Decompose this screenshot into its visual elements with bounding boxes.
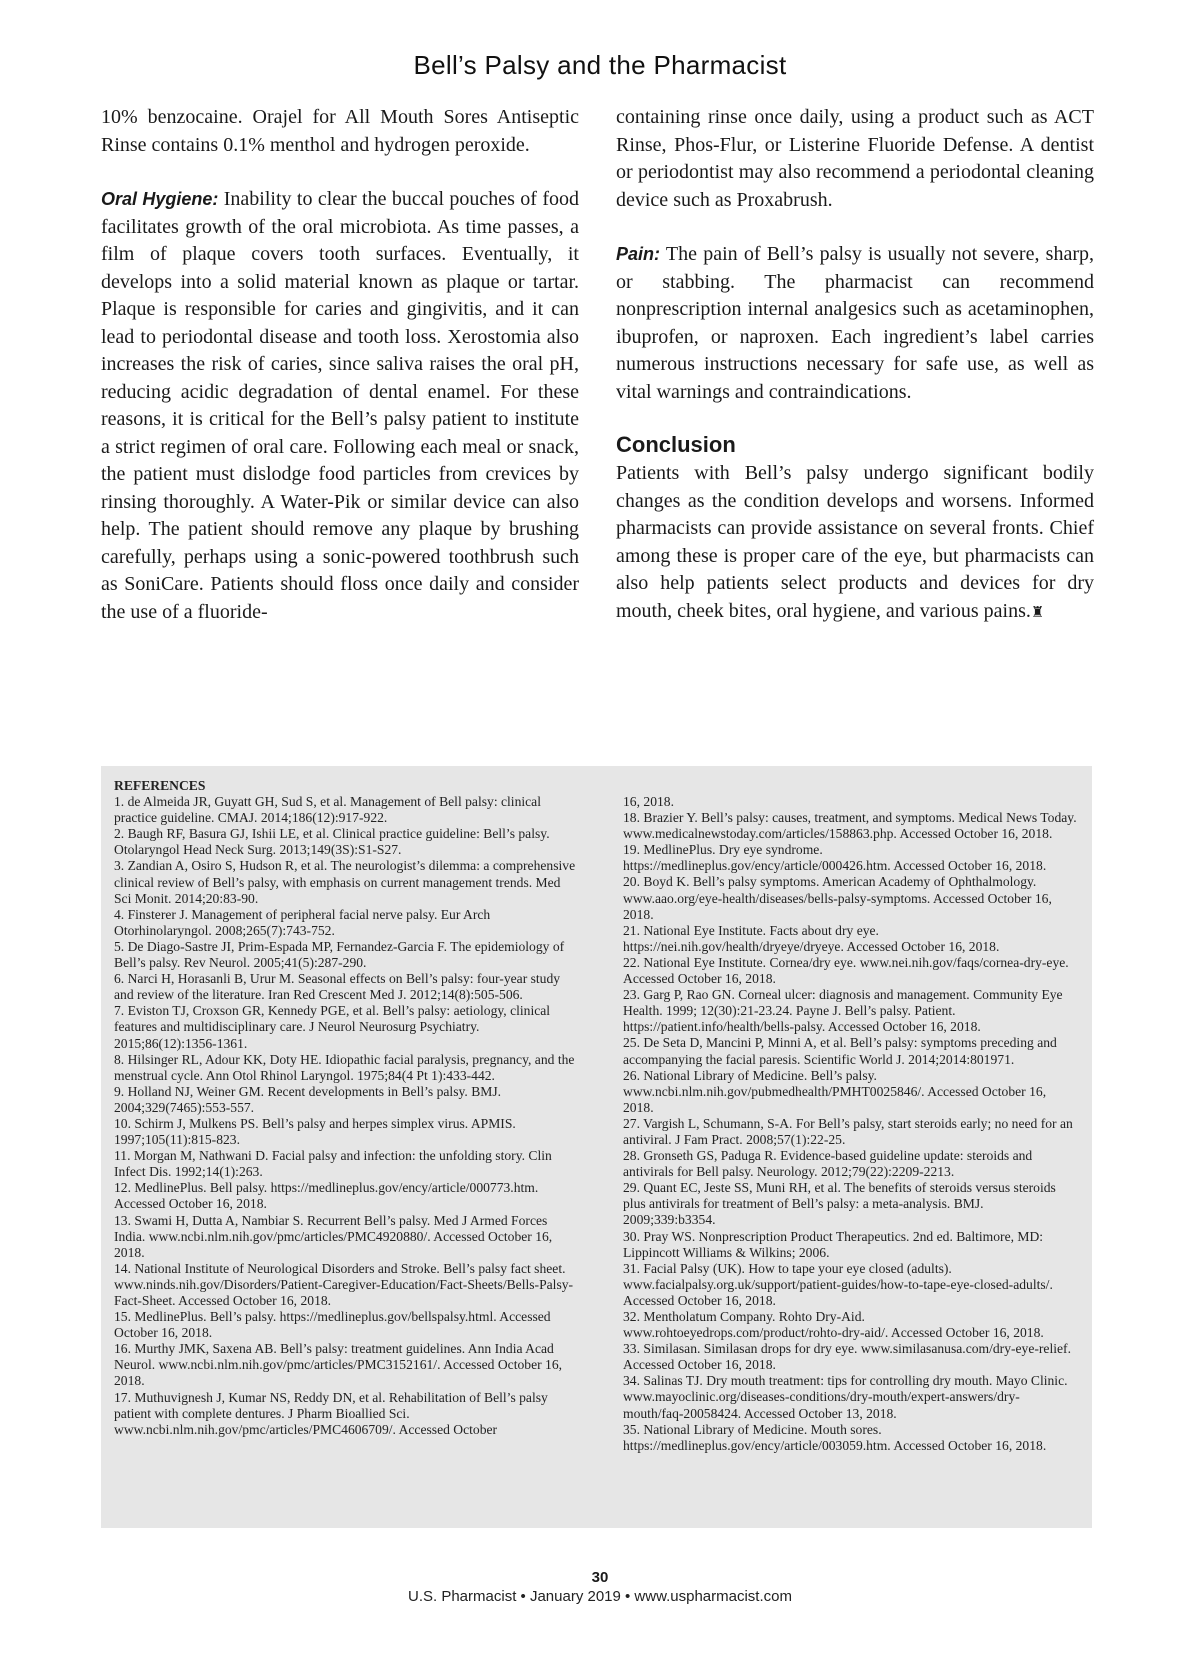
reference-item: 23. Garg P, Rao GN. Corneal ulcer: diagnosis and management. Community Eye Health. 1999; 12(30):21-23.24. Payne J. Bell’s palsy. Patient. https://patient.info/health/bells-palsy. Accessed October 16, 2018. [623, 987, 1063, 1035]
reference-item: 21. National Eye Institute. Facts about dry eye. https://nei.nih.gov/health/dryeye/dryeye. Accessed October 16, 2018. [623, 922, 1000, 954]
references-right-column [623, 778, 1078, 1454]
reference-item: 9. Holland NJ, Weiner GM. Recent developments in Bell’s palsy. BMJ. 2004;329(7465):553-557. [114, 1083, 502, 1115]
reference-item: 5. De Diago-Sastre JI, Prim-Espada MP, Fernandez-Garcia F. The epidemiology of Bell’s palsy. Rev Neurol. 2005;41(5):287-290. [114, 938, 565, 971]
page-number: 30 [591, 1569, 609, 1586]
reference-item: 22. National Eye Institute. Cornea/dry eye. www.nei.nih.gov/faqs/cornea-dry-eye. Accessed October 16, 2018. [623, 954, 1069, 987]
reference-item: 31. Facial Palsy (UK). How to tape your eye closed (adults). www.facialpalsy.org.uk/support/patient-guides/how-to-tape-eye-closed-adults/. Accessed October 16, 2018. [623, 1260, 1053, 1308]
references-heading: REFERENCES [114, 778, 206, 793]
reference-item: 6. Narci H, Horasanli B, Urur M. Seasonal effects on Bell’s palsy: four-year study and review of the literature. Iran Red Crescent Med J. 2012;14(8):505-506. [114, 971, 561, 1003]
reference-item: 17. Muthuvignesh J, Kumar NS, Reddy DN, et al. Rehabilitation of Bell’s palsy patient with complete dentures. J Pharm Bioallied Sci. www.ncbi.nlm.nih.gov/pmc/articles/PMC4606709/. Accessed October [114, 1389, 548, 1437]
reference-item: 20. Boyd K. Bell’s palsy symptoms. American Academy of Ophthalmology. www.aao.org/eye-health/diseases/bells-palsy-symptoms. Accessed October 16, 2018. [623, 874, 1052, 922]
reference-item: 28. Gronseth GS, Paduga R. Evidence-based guideline update: steroids and antivirals for Bell palsy. Neurology. 2012;79(22):2209-2213. [623, 1148, 1033, 1180]
footer-line: U.S. Pharmacist • January 2019 • www.uspharmacist.com [408, 1588, 792, 1605]
conclusion-heading: Conclusion [616, 432, 736, 457]
reference-item: 14. National Institute of Neurological Disorders and Stroke. Bell’s palsy fact sheet. www.ninds.nih.gov/Disorders/Patient-Caregiver-Education/Fact-Sheets/Bells-Palsy-Fact-Sheet. Accessed October 16, 2018. [114, 1260, 574, 1308]
reference-item: 16. Murthy JMK, Saxena AB. Bell’s palsy: treatment guidelines. Ann India Acad Neurol. www.ncbi.nlm.nih.gov/pmc/articles/PMC3152161/. Accessed October 16, 2018. [114, 1341, 563, 1389]
reference-item: 7. Eviston TJ, Croxson GR, Kennedy PGE, et al. Bell’s palsy: aetiology, clinical features and multidisciplinary care. J Neurol Neurosurg Psychiatry. 2015;86(12):1356-1361. [114, 1003, 551, 1051]
oral-hygiene-text: Inability to clear the buccal pouches of food facilitates growth of the oral microbiota. As time passes, a film of plaque covers tooth surfaces. Eventually, it develops into a solid material known as plaque or tartar. Plaque is responsible for caries and gingivitis, and it can lead to periodontal disease and tooth loss. Xerostomia also increases the risk of caries, since saliva raises the oral pH, reducing acidic degradation of dental enamel. For these reasons, it is critical for the Bell’s palsy patient to institute a strict regimen of oral care. Following each meal or snack, the patient must dislodge food particles from crevices by rinsing thoroughly. A Water-Pik or similar device can also help. The patient should remove any plaque by brushing carefully, perhaps using a sonic-powered toothbrush such as SoniCare. Patients should floss once daily and consider the use of a fluoride- [101, 188, 579, 623]
paragraph-pain [616, 241, 1094, 406]
right-column [616, 104, 1094, 626]
end-of-article-icon: ♜ [1030, 602, 1045, 621]
running-header: Bell’s Palsy and the Pharmacist [413, 50, 787, 80]
reference-item: 12. MedlinePlus. Bell palsy. https://medlineplus.gov/ency/article/000773.htm. Accessed October 16, 2018. [114, 1180, 539, 1212]
reference-item: 18. Brazier Y. Bell’s palsy: causes, treatment, and symptoms. Medical News Today. www.medicalnewstoday.com/articles/158863.php. Accessed October 16, 2018. [623, 810, 1077, 842]
reference-item: 32. Mentholatum Company. Rohto Dry-Aid. www.rohtoeyedrops.com/product/rohto-dry-aid/. Accessed October 16, 2018. [623, 1309, 1044, 1341]
reference-item: 25. De Seta D, Mancini P, Minni A, et al. Bell’s palsy: symptoms preceding and accompanying the facial paresis. Scientific World J. 2014;2014:801971. [623, 1035, 1057, 1067]
reference-item: 26. National Library of Medicine. Bell’s palsy. www.ncbi.nlm.nih.gov/pubmedhealth/PMHT0025846/. Accessed October 16, 2018. [623, 1067, 1047, 1115]
paragraph-oral-hygiene [101, 186, 579, 626]
reference-item: 15. MedlinePlus. Bell’s palsy. https://medlineplus.gov/bellspalsy.html. Accessed October 16, 2018. [114, 1309, 551, 1341]
reference-item: 35. National Library of Medicine. Mouth sores. https://medlineplus.gov/ency/article/003059.htm. Accessed October 16, 2018. [623, 1421, 1047, 1453]
reference-item: 1. de Almeida JR, Guyatt GH, Sud S, et al. Management of Bell palsy: clinical practice guideline. CMAJ. 2014;186(12):917-922. [114, 794, 541, 826]
paragraph-conclusion [616, 460, 1094, 626]
references-box [101, 766, 1092, 1528]
pain-text: The pain of Bell’s palsy is usually not severe, sharp, or stabbing. The pharmacist can recommend nonprescription internal analgesics such as acetaminophen, ibuprofen, or naproxen. Each ingredient’s label carries numerous instructions necessary for safe use, as well as vital warnings and contraindications. [616, 243, 1094, 403]
reference-item: 34. Salinas TJ. Dry mouth treatment: tips for controlling dry mouth. Mayo Clinic. www.mayoclinic.org/diseases-conditions/dry-mouth/expert-answers/dry-mouth/faq-20058424. Accessed October 13, 2018. [623, 1373, 1068, 1421]
reference-item: 16, 2018. [623, 794, 674, 809]
reference-item: 4. Finsterer J. Management of peripheral facial nerve palsy. Eur Arch Otorhinolaryngol. 2008;265(7):743-752. [114, 906, 491, 938]
conclusion-text: Patients with Bell’s palsy undergo significant bodily changes as the condition develops and worsens. Informed pharmacists can provide assistance on several fronts. Chief among these is proper care of the eye, but pharmacists can also help patients select products and devices for dry mouth, cheek bites, oral hygiene, and various pains. [616, 462, 1094, 622]
reference-item: 2. Baugh RF, Basura GJ, Ishii LE, et al. Clinical practice guideline: Bell’s palsy. Otolaryngol Head Neck Surg. 2013;149(3S):S1-S27. [114, 826, 550, 858]
reference-item: 27. Vargish L, Schumann, S-A. For Bell’s palsy, start steroids early; no need for an antiviral. J Fam Pract. 2008;57(1):22-25. [623, 1115, 1073, 1147]
reference-item: 11. Morgan M, Nathwani D. Facial palsy and infection: the unfolding story. Clin Infect Dis. 1992;14(1):263. [114, 1148, 552, 1180]
paragraph-fluoride-rinse: containing rinse once daily, using a product such as ACT Rinse, Phos-Flur, or Listerine Fluoride Defense. A dentist or periodontist may also recommend a periodontal cleaning device such as Proxabrush. [616, 106, 1094, 211]
reference-item: 13. Swami H, Dutta A, Nambiar S. Recurrent Bell’s palsy. Med J Armed Forces India. www.ncbi.nlm.nih.gov/pmc/articles/PMC4920880/. Accessed October 16, 2018. [114, 1212, 553, 1260]
reference-item: 29. Quant EC, Jeste SS, Muni RH, et al. The benefits of steroids versus steroids plus antivirals for treatment of Bell’s palsy: a meta-analysis. BMJ. 2009;339:b3354. [623, 1180, 1056, 1228]
reference-item: 33. Similasan. Similasan drops for dry eye. www.similasanusa.com/dry-eye-relief. Accessed October 16, 2018. [623, 1341, 1071, 1373]
oral-hygiene-lead: Oral Hygiene: [101, 189, 219, 209]
pain-lead: Pain: [616, 244, 661, 264]
reference-item: 10. Schirm J, Mulkens PS. Bell’s palsy and herpes simplex virus. APMIS. 1997;105(11):815-823. [114, 1115, 516, 1148]
reference-item: 19. MedlinePlus. Dry eye syndrome. https://medlineplus.gov/ency/article/000426.htm. Accessed October 16, 2018. [623, 842, 1047, 874]
references-left-list [114, 794, 576, 1438]
reference-item: 30. Pray WS. Nonprescription Product Therapeutics. 2nd ed. Baltimore, MD: Lippincott Williams & Wilkins; 2006. [623, 1228, 1044, 1260]
references-right-list [623, 778, 1078, 1454]
reference-item: 8. Hilsinger RL, Adour KK, Doty HE. Idiopathic facial paralysis, pregnancy, and the menstrual cycle. Ann Otol Rhinol Laryngol. 1975;84(4 Pt 1):433-442. [114, 1051, 575, 1083]
paragraph-benzocaine: 10% benzocaine. Orajel for All Mouth Sores Antiseptic Rinse contains 0.1% menthol and hydrogen peroxide. [101, 106, 579, 156]
reference-item: 3. Zandian A, Osiro S, Hudson R, et al. The neurologist’s dilemma: a comprehensive clinical review of Bell’s palsy, with emphasis on current management trends. Med Sci Monit. 2014;20:83-90. [114, 858, 576, 906]
references-left-column [114, 778, 576, 1454]
left-column [101, 104, 579, 626]
